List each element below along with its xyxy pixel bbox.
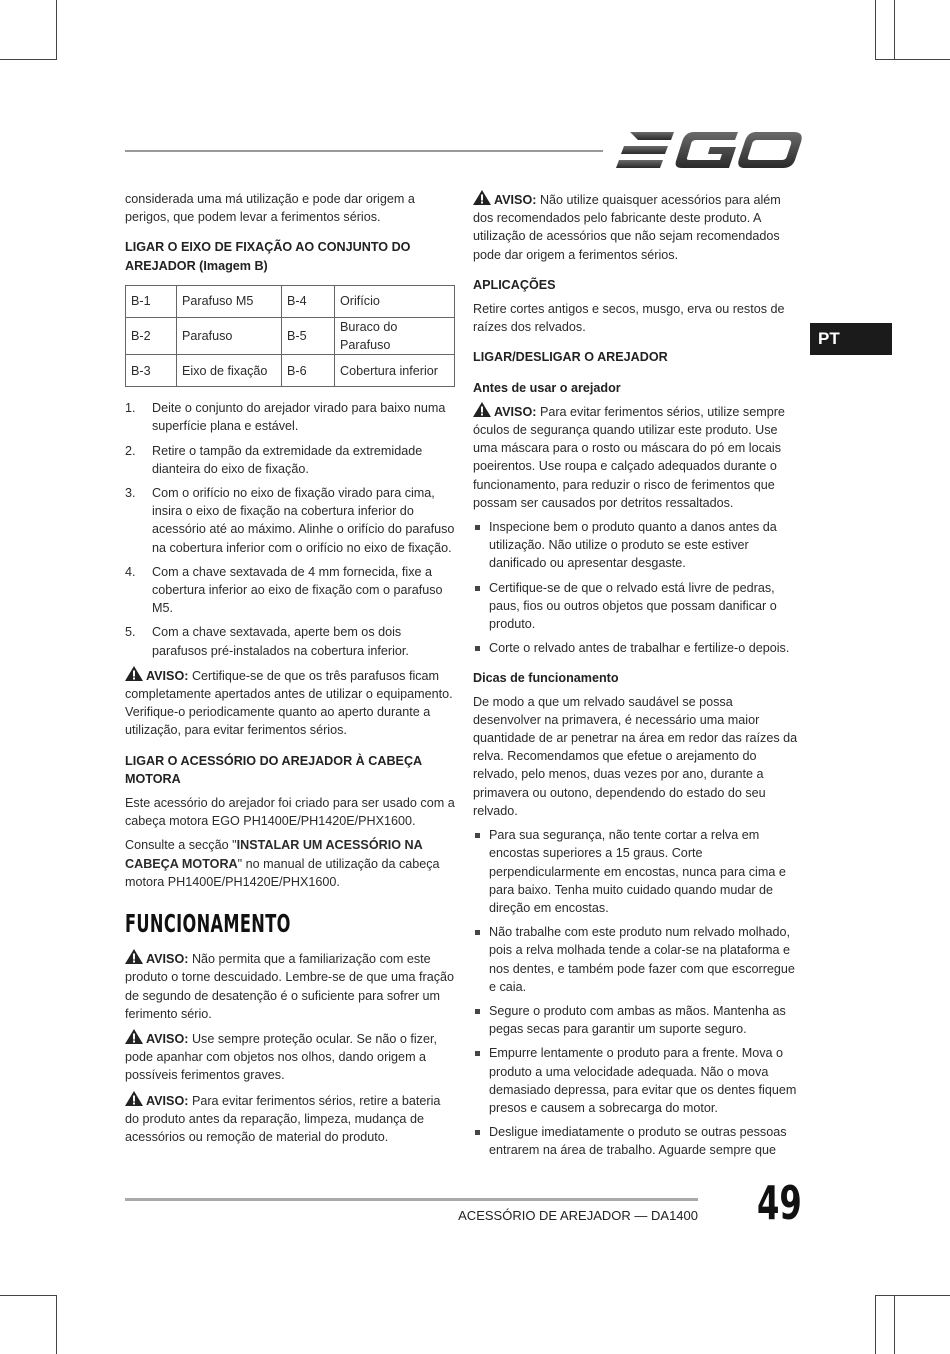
step-text: Com a chave sextavada de 4 mm fornecida, fixe a cobertura inferior ao eixo de fixação com o parafuso M5. (152, 564, 443, 616)
list-item: Inspecione bem o produto quanto a danos antes da utilização. Não utilize o produto se este estiver danificado ou apresentar desgaste. (473, 518, 801, 573)
section-title: LIGAR O ACESSÓRIO DO AREJADOR À CABEÇA MOTORA (125, 753, 422, 786)
warning-paragraph (125, 666, 455, 740)
list-item (125, 442, 455, 478)
paragraph (125, 836, 455, 891)
step-text: Com a chave sextavada, aperte bem os dois parafusos pré-instalados na cobertura inferior. (152, 625, 409, 658)
table-cell: B-6 (282, 355, 335, 387)
warning-triangle-icon (473, 402, 491, 417)
table-cell: Orifício (335, 285, 455, 317)
list-item: Certifique-se de que o relvado está livre de pedras, paus, fios ou outros objetos que possam danificar o produto. (473, 579, 801, 634)
table-cell: Parafuso M5 (177, 285, 282, 317)
warning-label: AVISO: (146, 668, 189, 683)
warning-paragraph (473, 402, 801, 512)
warning-label: AVISO: (146, 1031, 189, 1046)
warning-text: Certifique-se de que os três parafusos ficam completamente apertados antes de utilizar o equipamento. Verifique-o periodicamente quanto ao aperto durante a utilização, para evitar ferimentos sérios. (125, 668, 453, 738)
subsection-title: Dicas de funcionamento (473, 671, 619, 686)
list-item: Desligue imediatamente o produto se outras pessoas entrarem na área de trabalho. Aguarde sempre que (473, 1123, 801, 1159)
warning-label: AVISO: (494, 193, 537, 207)
warning-label: AVISO: (494, 404, 537, 419)
step-text: Com o orifício no eixo de fixação virado para cima, insira o eixo de fixação na cobertura inferior do acessório até ao máximo. Alinhe o orifício do parafuso na cobertura inferior com o orifício no eixo de fixação. (152, 486, 455, 555)
table-cell: B-1 (126, 285, 177, 317)
bold-reference: INSTALAR UM ACESSÓRIO NA CABEÇA MOTORA (125, 838, 423, 871)
ego-logo (616, 128, 802, 172)
crop-mark (875, 1295, 876, 1354)
warning-triangle-icon (125, 1091, 143, 1106)
warning-label: AVISO: (146, 952, 189, 967)
list-item (125, 399, 455, 435)
subsection-title: Antes de usar o arejador (473, 380, 621, 395)
warning-text: Para evitar ferimentos sérios, retire a bateria do produto antes da reparação, limpeza, mudança de acessórios ou remoção de material do produto. (125, 1093, 441, 1144)
step-number: 1. (125, 401, 136, 416)
bullet-list (473, 518, 801, 657)
warning-paragraph (125, 1091, 455, 1147)
table-cell: B-2 (126, 317, 177, 354)
text-span: Consulte a secção " (125, 838, 237, 853)
steps-list (125, 399, 455, 660)
warning-text: Para evitar ferimentos sérios, utilize sempre óculos de segurança quando utilizar este produto. Use uma máscara para o rosto ou máscara do pó em locais poeirentos. Use roupa e calçado adequados durante o funcionamento, para reduzir o risco de ferimentos que possam ser causados por detritos ressaltados. (473, 404, 785, 510)
list-item: Corte o relvado antes de trabalhar e fertilize-o depois. (473, 639, 801, 657)
paragraph: Retire cortes antigos e secos, musgo, erva ou restos de raízes dos relvados. (473, 302, 785, 335)
table-cell: Cobertura inferior (335, 355, 455, 387)
list-item: Empurre lentamente o produto para a frente. Mova o produto a uma velocidade adequada. Não o mova demasiado depressa, para evitar que os dentes fiquem presos e causem a sobrecarga do motor. (473, 1044, 801, 1117)
crop-mark (875, 59, 950, 60)
crop-mark (56, 0, 57, 60)
parts-table (125, 285, 455, 387)
step-number: 4. (125, 564, 136, 579)
crop-mark (894, 1295, 895, 1354)
section-title: APLICAÇÕES (473, 277, 556, 292)
header-rule (125, 150, 603, 152)
text-span: " no manual de utilização da cabeça motora PH1400E/PH1420E/PHX1600. (125, 856, 440, 889)
page-number: 49 (757, 1176, 802, 1230)
list-item (125, 623, 455, 659)
warning-text: Não permita que a familiarização com este produto o torne descuidado. Lembre-se de que uma fração de segundo de desatenção é o suficiente para sofrer um ferimento sério. (125, 952, 455, 1021)
warning-paragraph (125, 949, 455, 1023)
step-text: Retire o tampão da extremidade da extremidade dianteira do eixo de fixação. (152, 443, 423, 476)
crop-mark (0, 1295, 57, 1296)
crop-mark (894, 0, 895, 60)
table-cell: B-4 (282, 285, 335, 317)
table-cell: Parafuso (177, 317, 282, 354)
section-title: LIGAR/DESLIGAR O AREJADOR (473, 350, 668, 365)
crop-mark (875, 0, 876, 60)
table-row (126, 317, 455, 354)
warning-label: AVISO: (146, 1093, 189, 1108)
warning-paragraph (125, 1029, 455, 1085)
paragraph: De modo a que um relvado saudável se possa desenvolver na primavera, é necessário uma maior quantidade de ar penetrar na área em redor das raízes da relva. Recomendamos que efetue o arejamento do relvado, pelo menos, duas vezes por ano, durante a primavera ou outono, dependendo do estado do seu relvado. (473, 694, 798, 818)
footer-title: ACESSÓRIO DE AREJADOR — DA1400 (458, 1208, 698, 1223)
warning-triangle-icon (125, 666, 143, 681)
list-item: Não trabalhe com este produto num relvado molhado, pois a relva molhada tende a colar-se na plataforma e nos dentes, e também pode fazer com que escorregue e caia. (473, 923, 801, 996)
warning-triangle-icon (473, 190, 491, 205)
warning-text: Não utilize quaisquer acessórios para além dos recomendados pelo fabricante deste produto. A utilização de acessórios que não sejam recomendados pode dar origem a ferimentos sérios. (473, 193, 781, 262)
paragraph: Este acessório do arejador foi criado para ser usado com a cabeça motora EGO PH1400E/PH1420E/PHX1600. (125, 796, 455, 829)
warning-paragraph (473, 190, 801, 264)
left-column (125, 190, 455, 1152)
table-cell: Buraco do Parafuso (335, 317, 455, 354)
table-row (126, 355, 455, 387)
step-number: 3. (125, 486, 136, 501)
table-cell: B-3 (126, 355, 177, 387)
list-item (125, 484, 455, 557)
footer-rule (125, 1198, 698, 1201)
table-cell: Eixo de fixação (177, 355, 282, 387)
list-item: Segure o produto com ambas as mãos. Mantenha as pegas secas para garantir um suporte seguro. (473, 1002, 801, 1038)
step-text: Deite o conjunto do arejador virado para baixo numa superfície plana e estável. (152, 401, 446, 434)
crop-mark (0, 59, 57, 60)
crop-mark (875, 1295, 950, 1296)
list-item (125, 563, 455, 618)
step-number: 2. (125, 443, 136, 458)
table-row (126, 285, 455, 317)
bullet-list (473, 826, 801, 1159)
intro-text: considerada uma má utilização e pode dar origem a perigos, que podem levar a ferimentos sérios. (125, 192, 415, 225)
table-cell: B-5 (282, 317, 335, 354)
section-title: LIGAR O EIXO DE FIXAÇÃO AO CONJUNTO DO AREJADOR (Imagem B) (125, 240, 411, 273)
warning-triangle-icon (125, 1029, 143, 1044)
warning-triangle-icon (125, 949, 143, 964)
list-item: Para sua segurança, não tente cortar a relva em encostas superiores a 15 graus. Corte perpendicularmente em encostas, nunca para cima e para baixo. Tenha muito cuidado quando mudar de direção em encostas. (473, 826, 801, 917)
chapter-title: FUNCIONAMENTO (125, 909, 291, 939)
step-number: 5. (125, 625, 136, 640)
right-column (473, 190, 801, 1166)
crop-mark (56, 1295, 57, 1354)
language-tab: PT (810, 323, 892, 355)
warning-text: Use sempre proteção ocular. Se não o fizer, pode apanhar com objetos nos olhos, dando origem a possíveis ferimentos graves. (125, 1031, 437, 1083)
